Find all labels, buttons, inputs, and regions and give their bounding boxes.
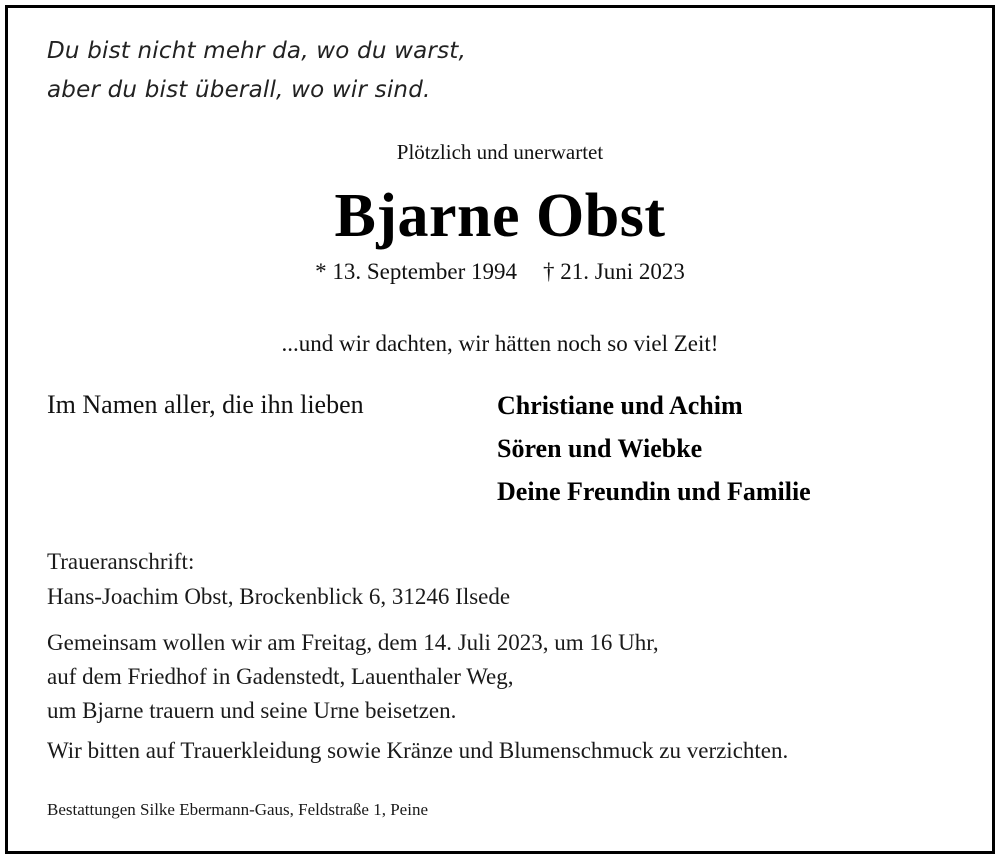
motto-text: ...und wir dachten, wir hätten noch so viel Zeit!: [281, 331, 719, 356]
address-value: Hans-Joachim Obst, Brockenblick 6, 31246 Ilsede: [47, 584, 511, 609]
mourners-intro: Im Namen aller, die ihn lieben: [47, 390, 364, 419]
undertaker-text: Bestattungen Silke Ebermann-Gaus, Feldstraße 1, Peine: [47, 800, 428, 819]
birth-date: * 13. September 1994: [315, 259, 517, 284]
request-text: Wir bitten auf Trauerkleidung sowie Kränze und Blumenschmuck zu verzichten.: [47, 738, 789, 763]
mourner-name: Deine Freundin und Familie: [497, 477, 811, 506]
notice-border: [5, 5, 995, 854]
mourner-name: Christiane und Achim: [497, 391, 743, 420]
life-dates: [0, 259, 1000, 285]
funeral-line-2: auf dem Friedhof in Gadenstedt, Lauenthaler Weg,: [47, 664, 514, 689]
deceased-name: Bjarne Obst: [334, 182, 666, 250]
mourner-name: Sören und Wiebke: [497, 434, 703, 463]
address-label: Traueranschrift:: [47, 549, 195, 574]
intro-text: Plötzlich und unerwartet: [396, 140, 604, 164]
death-date: † 21. Juni 2023: [543, 259, 685, 284]
funeral-line-3: um Bjarne trauern und seine Urne beisetzen.: [47, 698, 457, 723]
quote-line-2: aber du bist überall, wo wir sind.: [47, 77, 431, 103]
funeral-line-1: Gemeinsam wollen wir am Freitag, dem 14. Juli 2023, um 16 Uhr,: [47, 630, 659, 655]
quote-line-1: Du bist nicht mehr da, wo du warst,: [47, 38, 466, 64]
